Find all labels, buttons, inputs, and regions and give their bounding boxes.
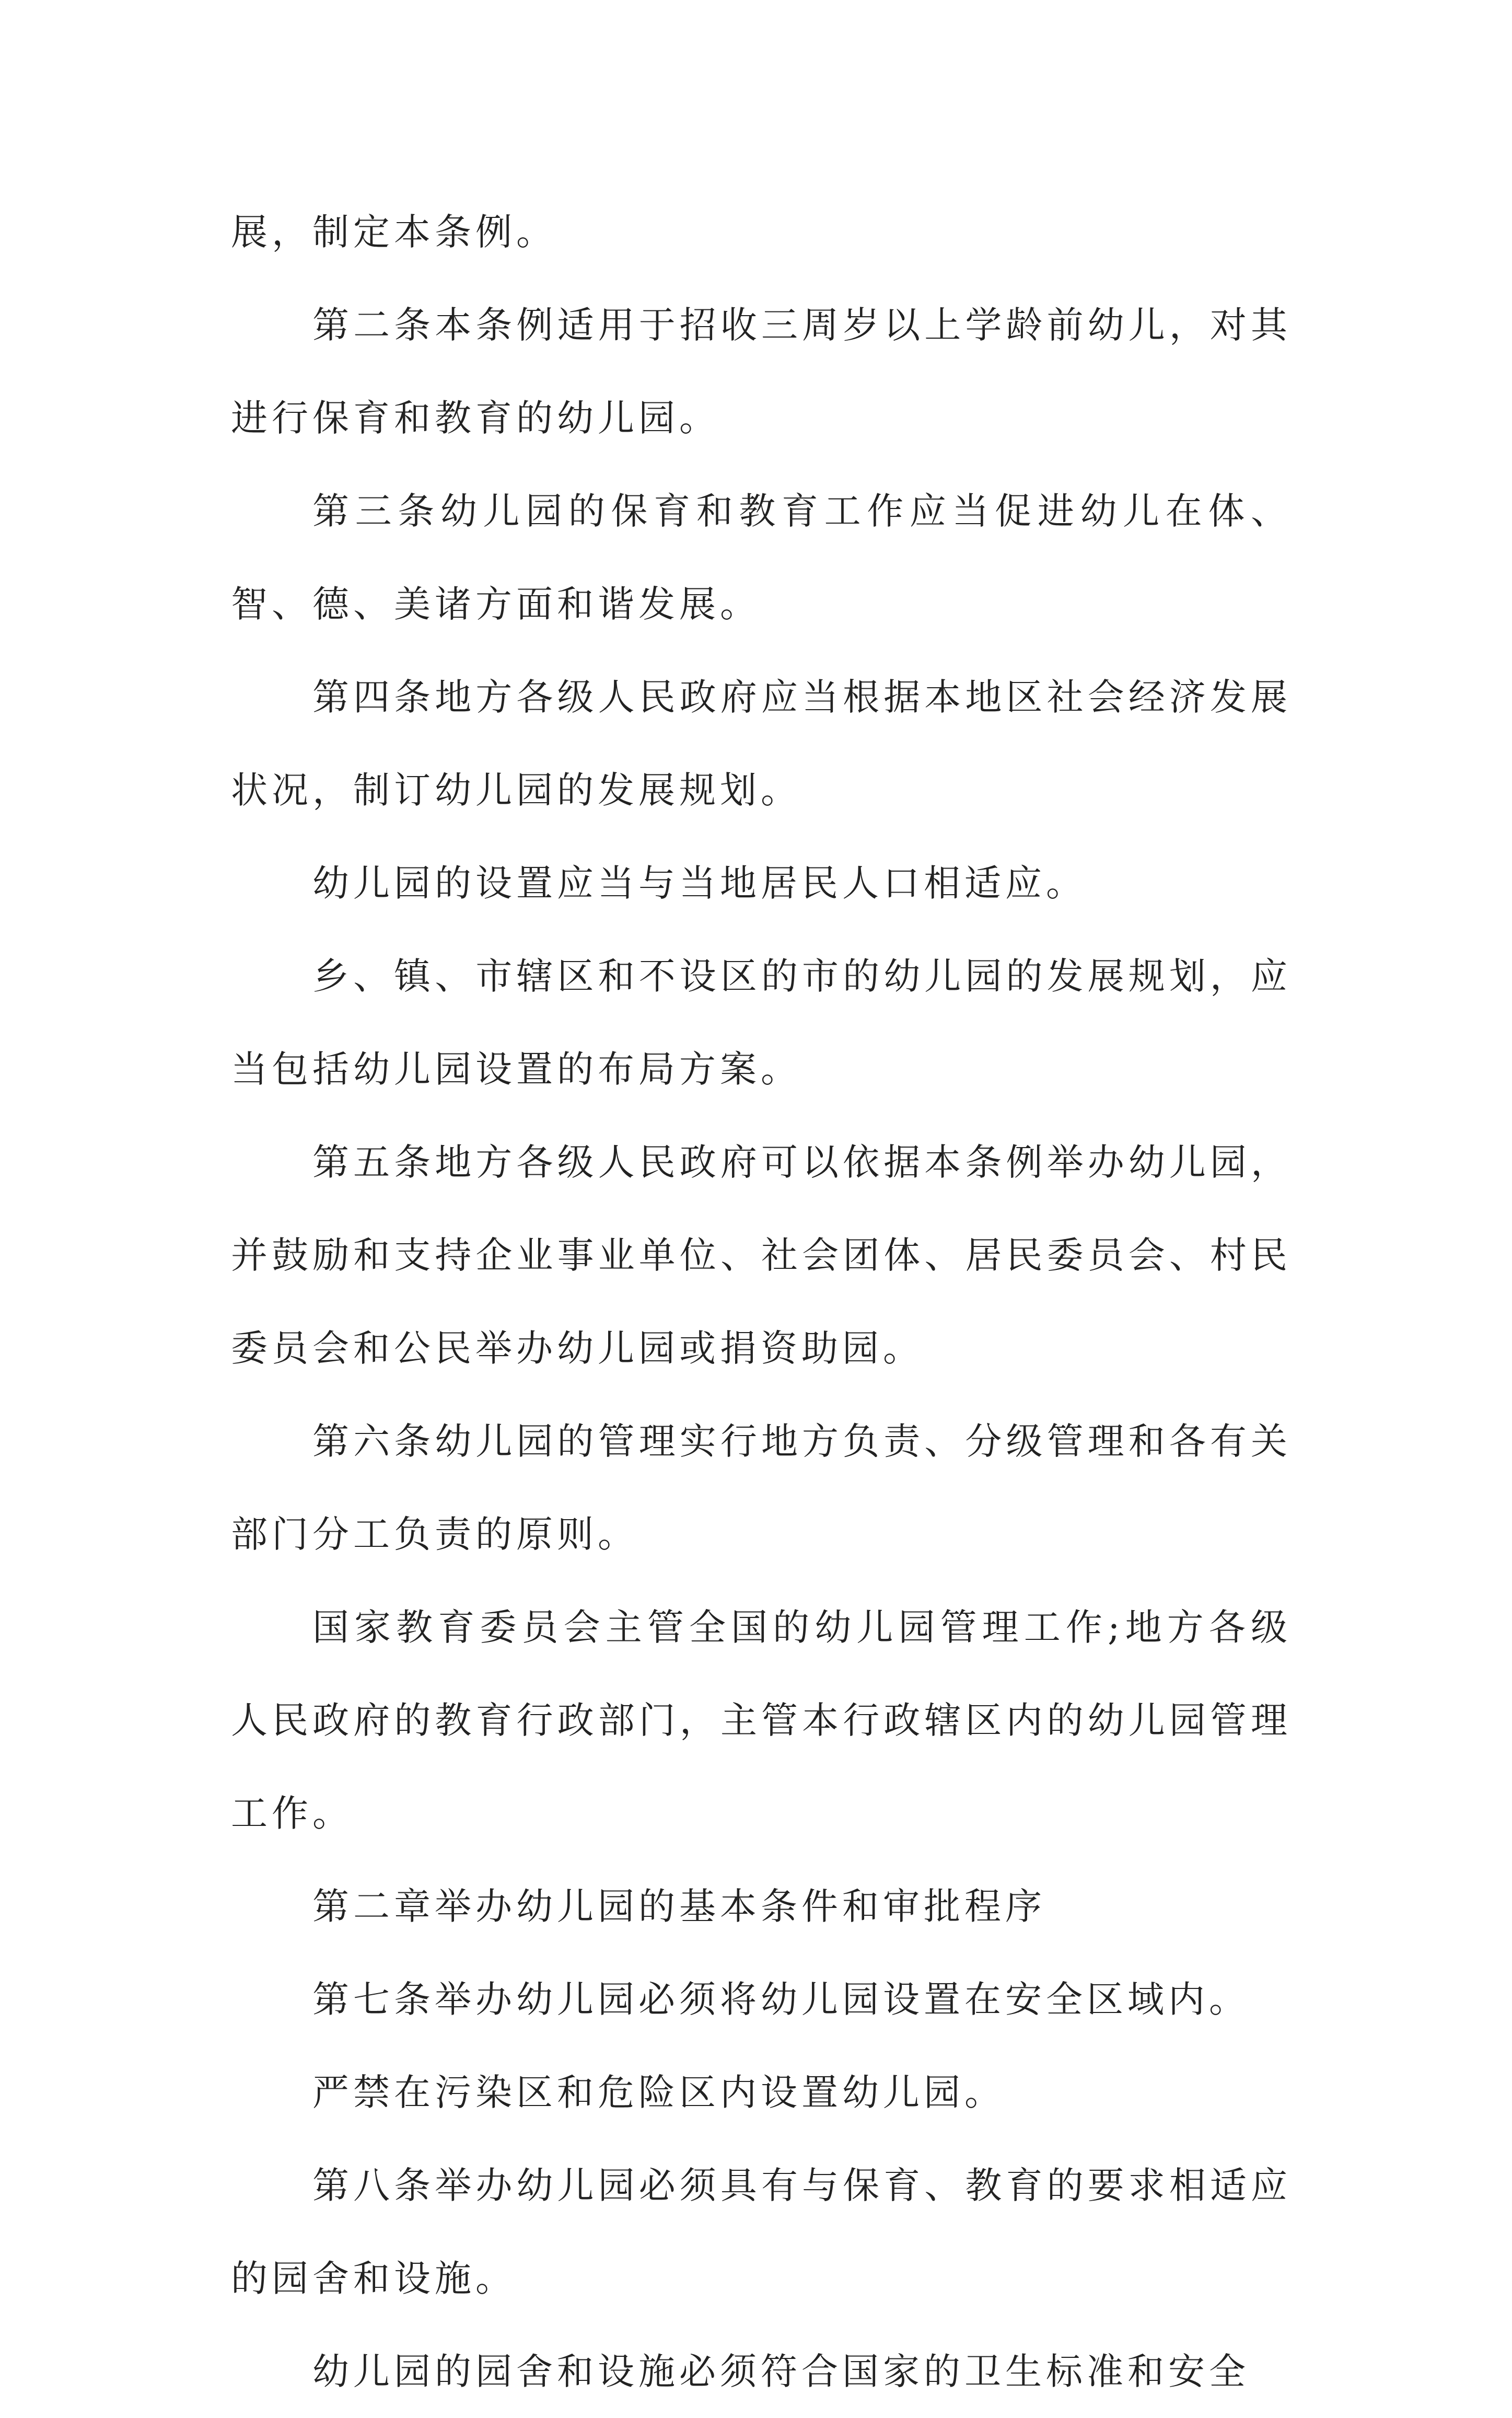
paragraph: 幼儿园的设置应当与当地居民人口相适应。 <box>312 862 1087 905</box>
paragraph: 国家教育委员会主管全国的幼儿园管理工作;地方各级人民政府的教育行政部门，主管本行政辖区内的幼儿园管理工作。 <box>231 1606 1292 1835</box>
paragraph: 第八条举办幼儿园必须具有与保育、教育的要求相适应的园舍和设施。 <box>231 2164 1292 2300</box>
paragraph: 第四条地方各级人民政府应当根据本地区社会经济发展状况，制订幼儿园的发展规划。 <box>231 676 1292 812</box>
paragraph: 严禁在污染区和危险区内设置幼儿园。 <box>312 2071 1005 2114</box>
paragraph: 展，制定本条例。 <box>231 211 557 253</box>
paragraph: 第二条本条例适用于招收三周岁以上学龄前幼儿，对其进行保育和教育的幼儿园。 <box>231 304 1292 439</box>
paragraph: 幼儿园的园舍和设施必须符合国家的卫生标准和安全 <box>312 2350 1250 2393</box>
paragraph: 第六条幼儿园的管理实行地方负责、分级管理和各有关部门分工负责的原则。 <box>231 1420 1292 1556</box>
paragraph: 乡、镇、市辖区和不设区的市的幼儿园的发展规划，应当包括幼儿园设置的布局方案。 <box>231 955 1292 1091</box>
document-body <box>231 186 1292 2418</box>
paragraph: 第三条幼儿园的保育和教育工作应当促进幼儿在体、智、德、美诸方面和谐发展。 <box>231 490 1292 626</box>
chapter-heading: 第二章举办幼儿园的基本条件和审批程序 <box>312 1885 1046 1928</box>
paragraph: 第七条举办幼儿园必须将幼儿园设置在安全区域内。 <box>312 1978 1250 2021</box>
paragraph: 第五条地方各级人民政府可以依据本条例举办幼儿园，并鼓励和支持企业事业单位、社会团体、居民委员会、村民委员会和公民举办幼儿园或捐资助园。 <box>231 1141 1292 1370</box>
